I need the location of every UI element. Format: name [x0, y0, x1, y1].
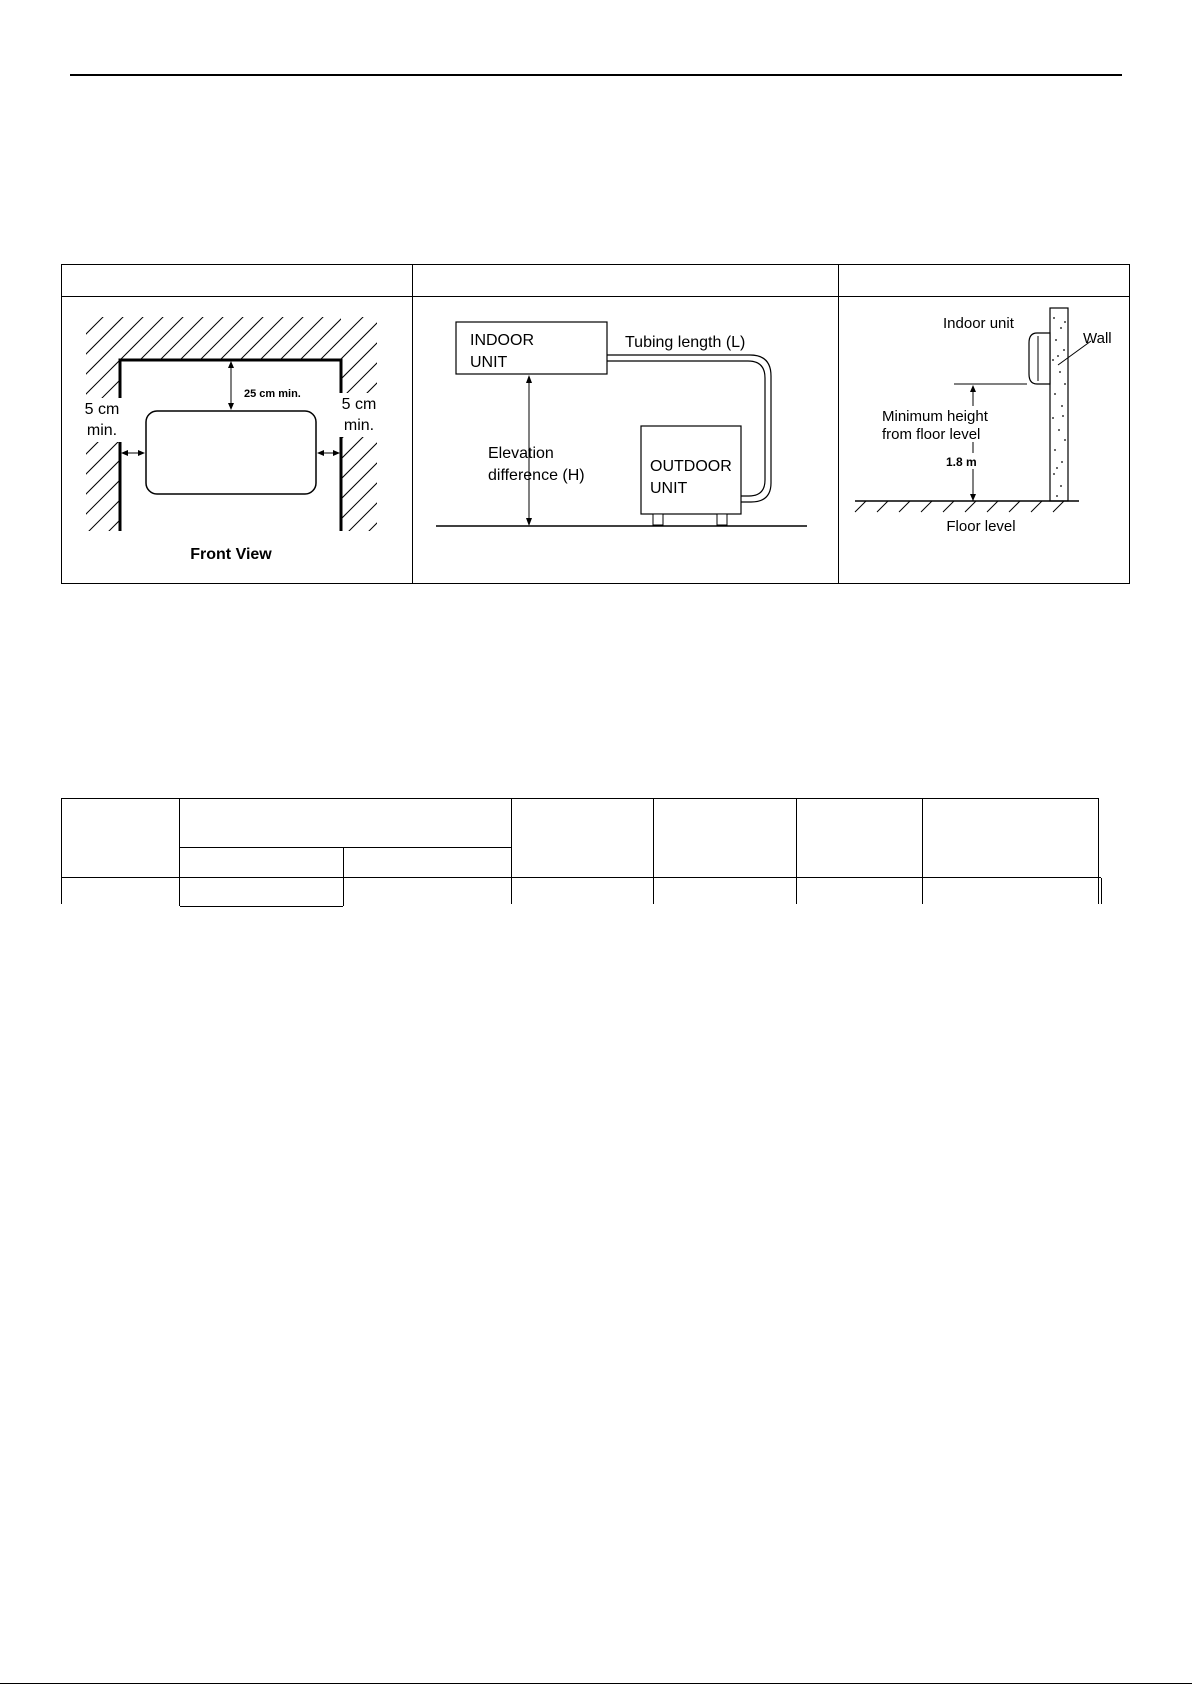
top-clearance-label: 25 cm min. — [244, 388, 301, 400]
min-height-label: Minimum height — [882, 408, 988, 425]
outdoor-unit-label: OUTDOOR — [650, 458, 732, 475]
diagram-table-header-row — [62, 265, 1129, 297]
column-line — [1098, 798, 1099, 904]
outdoor-unit-foot — [717, 514, 727, 525]
column-line — [61, 798, 62, 904]
indoor-unit-label: UNIT — [470, 354, 508, 371]
arrow-head-icon — [121, 450, 128, 456]
clearance-diagram — [62, 298, 412, 583]
piping-diagram — [413, 298, 837, 583]
height-diagram-cell — [839, 298, 1129, 583]
arrow-head-icon — [317, 450, 324, 456]
column-line — [511, 798, 512, 904]
right-clearance-label: 5 cm — [341, 396, 377, 413]
arrow-head-icon — [526, 375, 532, 383]
indoor-unit-outline — [146, 411, 316, 494]
arrow-head-icon — [526, 518, 532, 526]
table-subheader-line — [179, 847, 511, 848]
left-clearance-label: min. — [86, 422, 118, 439]
floor-hatch — [855, 501, 1064, 512]
right-clearance-label: min. — [343, 417, 375, 434]
right-wall-hatch — [302, 298, 412, 583]
elevation-label: difference (H) — [488, 467, 585, 484]
elevation-label: Elevation — [488, 445, 554, 462]
column-line — [343, 847, 344, 906]
min-height-value: 1.8 m — [946, 455, 977, 469]
table-header-bottom — [61, 877, 1101, 878]
footer-rule — [0, 1683, 1192, 1684]
left-clearance-label: 5 cm — [84, 401, 120, 418]
table-row-line — [180, 906, 343, 907]
arrow-head-icon — [228, 361, 234, 368]
piping-diagram-cell — [413, 298, 837, 583]
clearance-diagram-cell — [62, 298, 412, 583]
arrow-head-icon — [228, 403, 234, 410]
tubing-length-label: Tubing length (L) — [625, 334, 746, 351]
table-border-top — [61, 798, 1099, 799]
column-line — [796, 798, 797, 904]
column-line — [1101, 878, 1102, 904]
front-view-caption: Front View — [190, 546, 272, 563]
min-height-label: from floor level — [882, 426, 981, 443]
indoor-unit-label: Indoor unit — [943, 315, 1014, 332]
wall-label: Wall — [1083, 330, 1112, 347]
floor-level-label: Floor level — [946, 518, 1016, 535]
arrow-head-icon — [333, 450, 340, 456]
outdoor-unit-foot — [653, 514, 663, 525]
indoor-unit-label: INDOOR — [470, 332, 534, 349]
spec-table — [61, 798, 1099, 908]
installation-diagram-table — [61, 264, 1130, 584]
column-line — [653, 798, 654, 904]
arrow-head-icon — [970, 385, 976, 392]
wall-mounted-unit — [1029, 333, 1050, 384]
wall-section — [1050, 308, 1068, 501]
arrow-head-icon — [138, 450, 145, 456]
height-diagram — [839, 298, 1129, 583]
header-rule — [70, 74, 1122, 76]
column-line — [922, 798, 923, 904]
arrow-head-icon — [970, 494, 976, 501]
column-line — [179, 798, 180, 906]
outdoor-unit-label: UNIT — [650, 480, 688, 497]
